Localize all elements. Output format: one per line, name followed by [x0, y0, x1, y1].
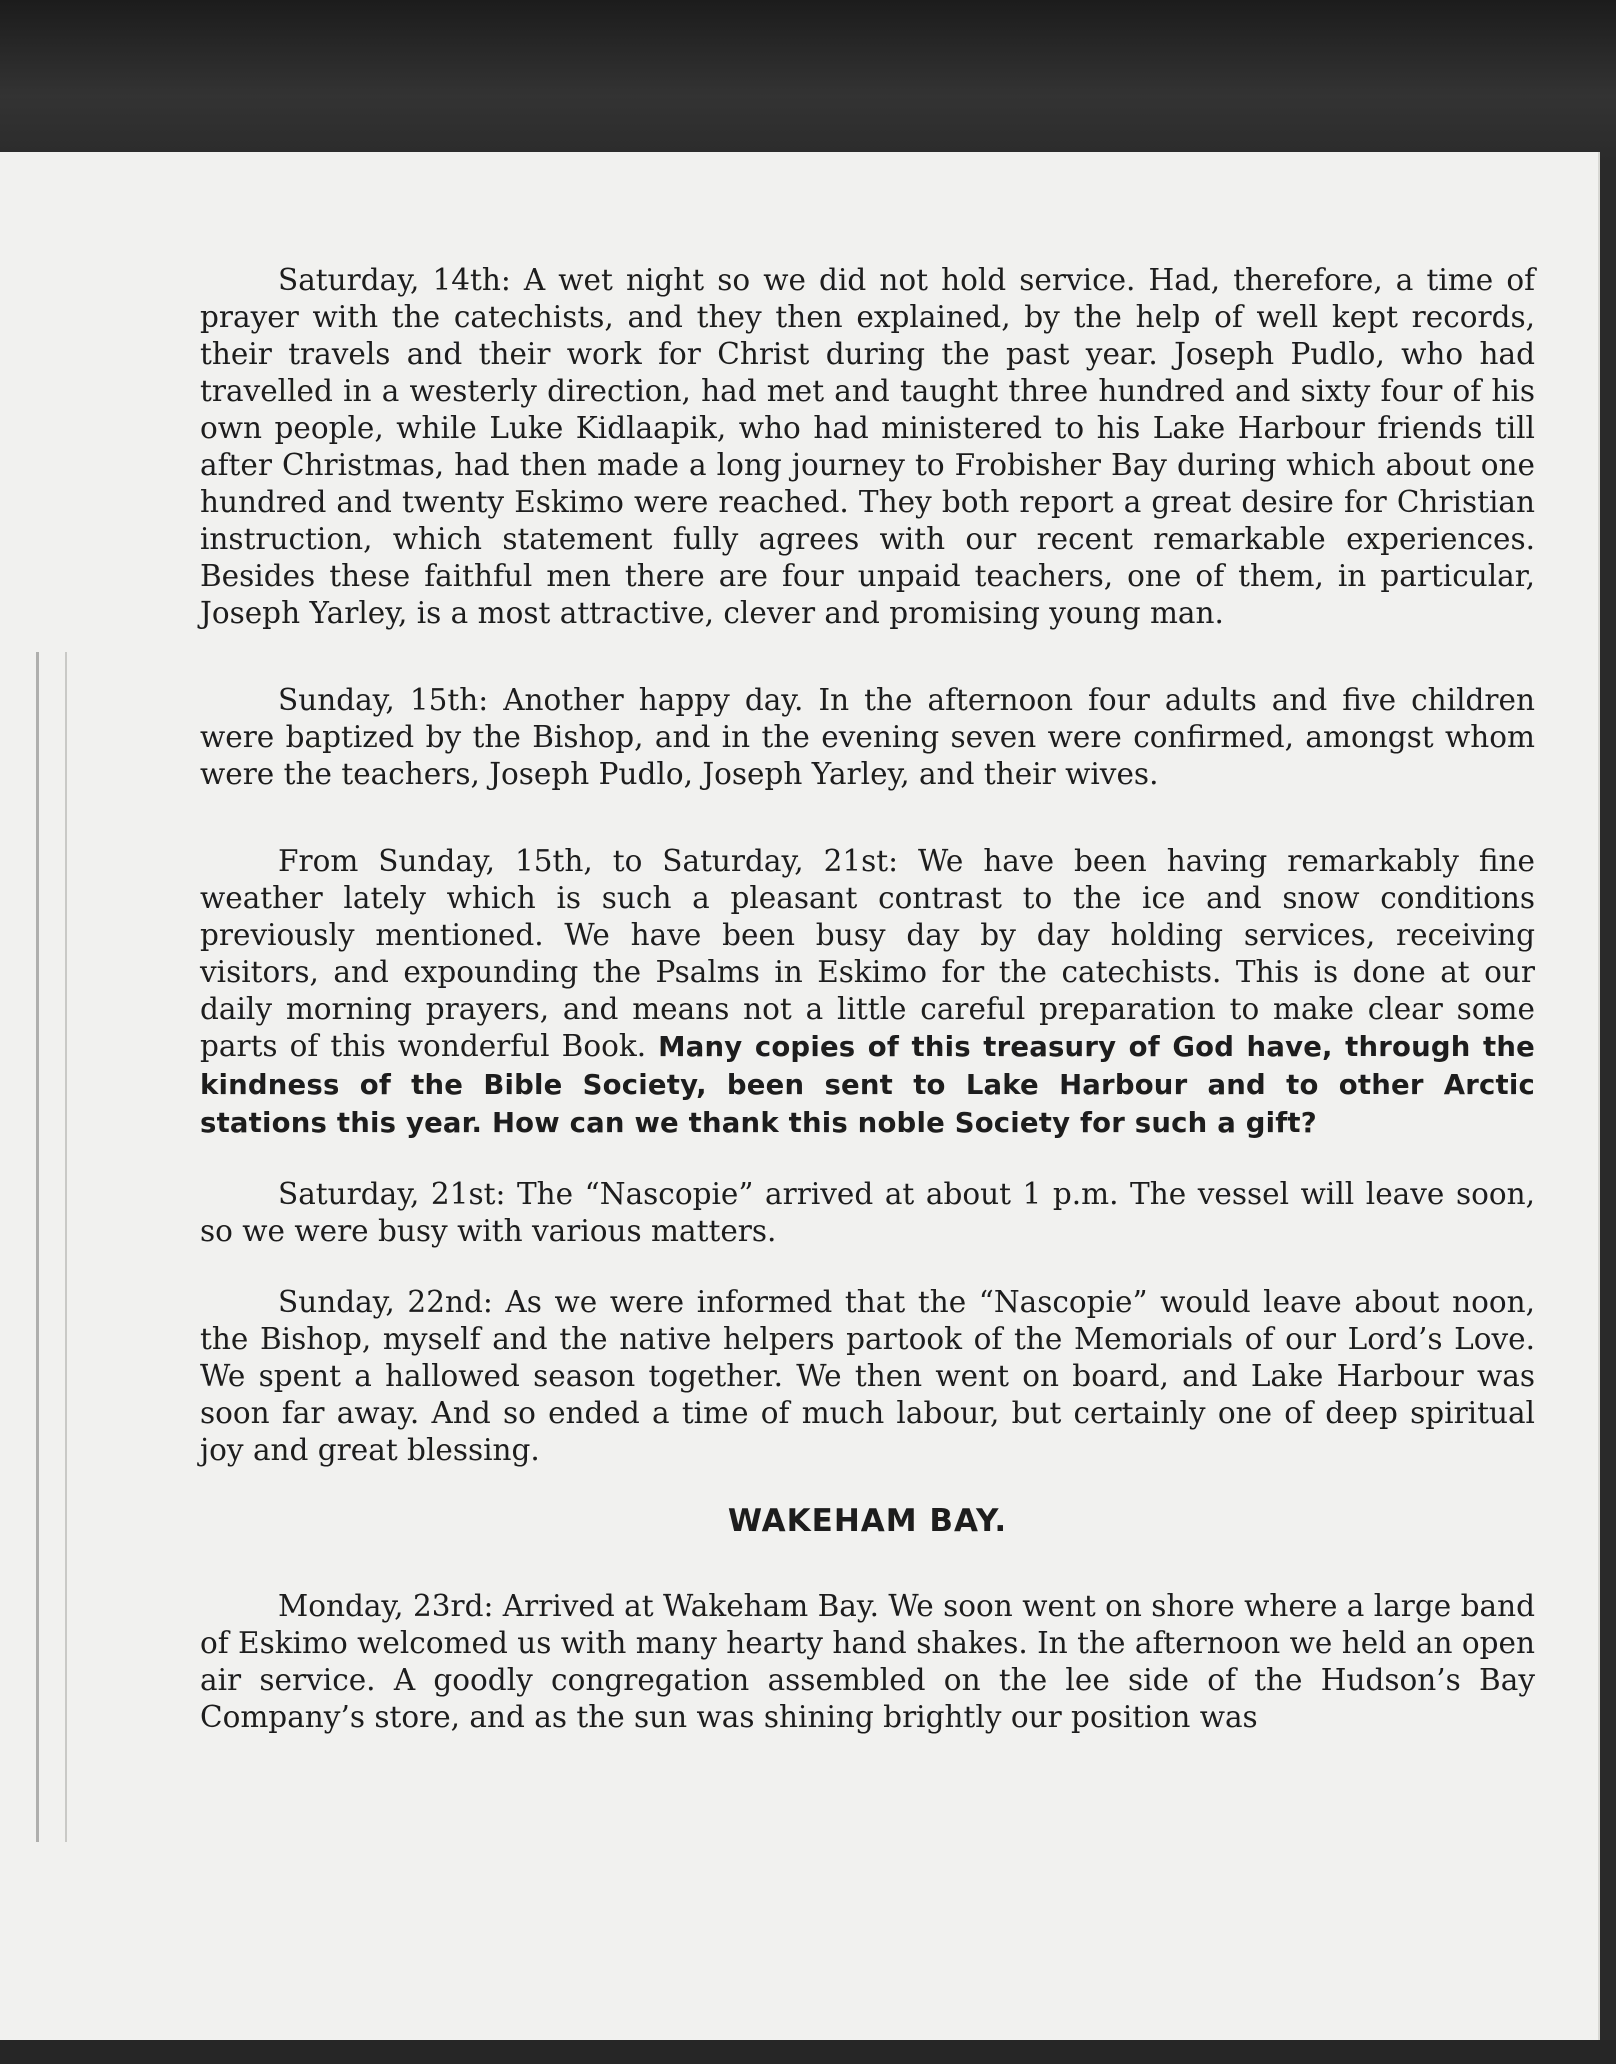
paragraph-sunday-22nd: Sunday, 22nd: As we were informed that the “Nascopie” would leave about noon, the Bishop, myself and the native helpers partook of the Memorials of our Lord’s Love. We spent a hallowed season together. We then went on board, and Lake Harbour was soon far away. And so ended a time of much labour, but certainly one of deep spiritual joy and great blessing. [200, 1285, 1535, 1467]
section-heading-wakeham-bay: WAKEHAM BAY. [727, 1503, 1008, 1539]
paragraph-saturday-21st: Saturday, 21st: The “Nascopie” arrived at about 1 p.m. The vessel will leave soon, so we were busy with various matters. [200, 1177, 1535, 1248]
bible-society-bold-text: Many copies of this treasury of God have, through the kindness of the Bible Society, been sent to Lake Harbour and to other Arctic stations this year. How can we thank this noble Society for such a gift? [200, 1031, 1535, 1139]
paragraph-monday-23rd: Monday, 23rd: Arrived at Wakeham Bay. We soon went on shore where a large band of Eskimo welcomed us with many hearty hand shakes. In the afternoon we held an open air service. A goodly congregation assembled on the lee side of the Hudson’s Bay Company’s store, and as the sun was shining brightly our position was [200, 1589, 1535, 1734]
scan-dark-border-bottom [0, 2040, 1616, 2064]
paragraph-saturday-14th: Saturday, 14th: A wet night so we did not hold service. Had, therefore, a time of prayer with the catechists, and they then explained, by the help of well kept records, their travels and their work for Christ during the past year. Joseph Pudlo, who had travelled in a westerly direction, had met and taught three hundred and sixty four of his own people, while Luke Kidlaapik, who had ministered to his Lake Harbour friends till after Christmas, had then made a long journey to Frobisher Bay during which about one hundred and twenty Eskimo were reached. They both report a great desire for Christian instruction, which statement fully agrees with our recent remarkable experiences. Besides these faithful men there are four unpaid teachers, one of them, in particular, Joseph Yarley, is a most attractive, clever and promising young man. [200, 263, 1535, 630]
document-body [200, 262, 1535, 1786]
paragraph-sunday-to-saturday [200, 843, 1535, 1142]
paragraph-sunday-15th: Sunday, 15th: Another happy day. In the afternoon four adults and five children were baptized by the Bishop, and in the evening seven were confirmed, amongst whom were the teachers, Joseph Pudlo, Joseph Yarley, and their wives. [200, 683, 1535, 791]
scan-dark-border-top [0, 0, 1616, 160]
paragraph-sunday-to-saturday-text: From Sunday, 15th, to Saturday, 21st: We have been having remarkably fine weather lately which is such a pleasant contrast to the ice and snow conditions previously mentioned. We have been busy day by day holding services, receiving visitors, and expounding the Psalms in Eskimo for the catechists. This is done at our daily morning prayers, and means not a little careful preparation to make clear some parts of this wonderful Book. [200, 844, 1535, 1063]
page-binding-edge [36, 652, 67, 1842]
